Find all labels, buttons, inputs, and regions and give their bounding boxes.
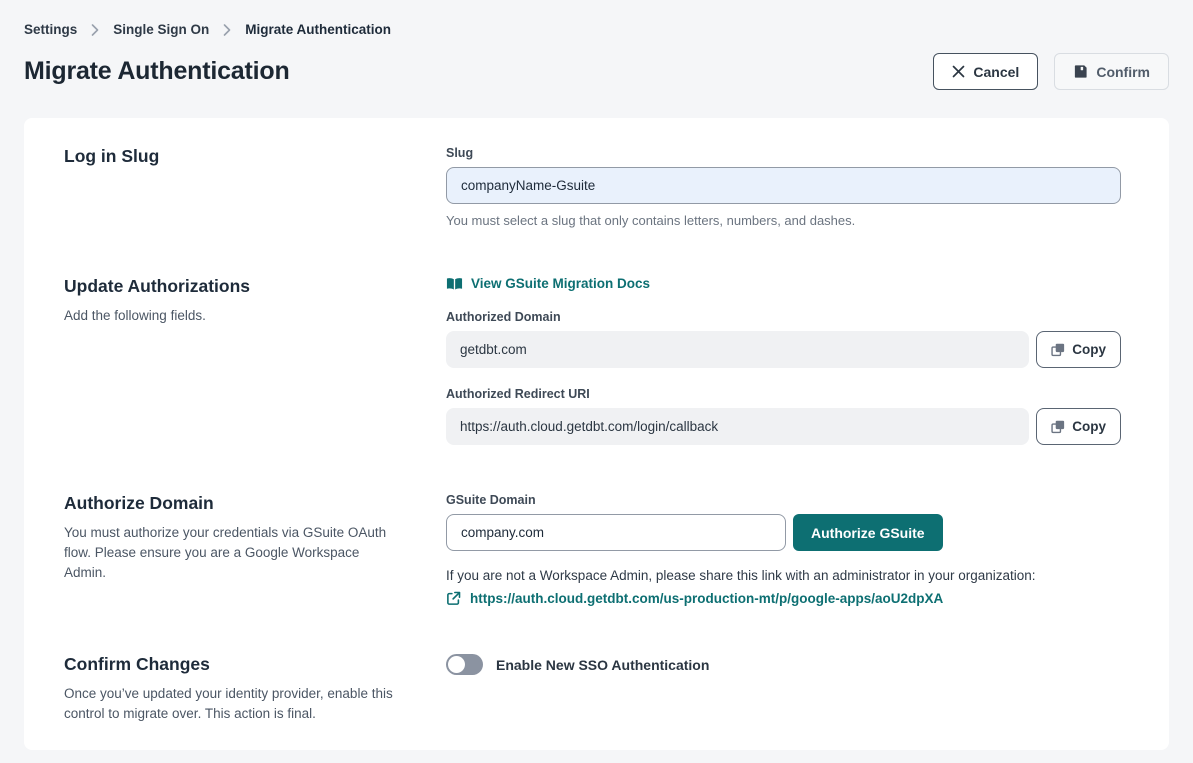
update-authorizations-description: Add the following fields. [64, 308, 206, 323]
gsuite-domain-label: GSuite Domain [446, 493, 536, 507]
close-icon [952, 65, 965, 78]
slug-help-text: You must select a slug that only contains letters, numbers, and dashes. [446, 213, 856, 228]
external-link-icon [446, 591, 461, 606]
docs-link-label: View GSuite Migration Docs [471, 276, 651, 291]
copy-authorized-domain-button[interactable] [1036, 331, 1121, 368]
workspace-admin-note: If you are not a Workspace Admin, please share this link with an administrator in your organization: [446, 568, 1036, 583]
confirm-button[interactable] [1054, 53, 1169, 90]
authorized-domain-label: Authorized Domain [446, 310, 561, 324]
section-authorize-domain [64, 493, 1121, 606]
confirm-button-label: Confirm [1096, 63, 1150, 80]
page-title: Migrate Authentication [24, 57, 290, 85]
breadcrumb [24, 22, 1169, 37]
page-header [0, 0, 1193, 90]
title-row [24, 53, 1169, 90]
authorize-domain-description: You must authorize your credentials via GSuite OAuth flow. Please ensure you are a Google Workspace Admin. [64, 525, 387, 580]
breadcrumb-single-sign-on[interactable]: Single Sign On [113, 22, 210, 37]
authorized-domain-field [446, 331, 1029, 368]
save-icon [1073, 64, 1088, 79]
cancel-button[interactable] [933, 53, 1038, 90]
copy-icon [1051, 420, 1065, 434]
authorized-redirect-uri-label: Authorized Redirect URI [446, 387, 590, 401]
section-update-authorizations [64, 276, 1121, 445]
update-authorizations-heading: Update Authorizations [64, 276, 251, 296]
authorize-domain-heading: Authorize Domain [64, 493, 214, 513]
login-slug-heading: Log in Slug [64, 146, 160, 166]
open-book-icon [446, 277, 463, 291]
chevron-right-icon [223, 24, 231, 36]
enable-sso-toggle[interactable] [446, 654, 483, 675]
slug-label: Slug [446, 146, 474, 160]
copy-button-label: Copy [1072, 342, 1106, 357]
breadcrumb-settings[interactable]: Settings [24, 22, 78, 37]
header-actions [933, 53, 1169, 90]
breadcrumb-migrate-authentication: Migrate Authentication [245, 22, 392, 37]
slug-input[interactable] [446, 167, 1121, 204]
section-confirm-changes [64, 654, 1121, 724]
enable-sso-toggle-label: Enable New SSO Authentication [496, 656, 710, 673]
authorized-redirect-uri-field [446, 408, 1029, 445]
chevron-right-icon [91, 24, 99, 36]
toggle-knob [448, 656, 465, 673]
copy-redirect-uri-button[interactable] [1036, 408, 1121, 445]
copy-icon [1051, 343, 1065, 357]
admin-share-link[interactable]: https://auth.cloud.getdbt.com/us-production-mt/p/google-apps/aoU2dpXA [470, 591, 944, 606]
settings-card [24, 118, 1169, 750]
gsuite-migration-docs-link[interactable] [446, 276, 650, 291]
cancel-button-label: Cancel [973, 63, 1020, 80]
confirm-changes-description: Once you’ve updated your identity provider, enable this control to migrate over. This action is final. [64, 686, 393, 721]
authorize-gsuite-button[interactable]: Authorize GSuite [793, 514, 943, 551]
copy-button-label: Copy [1072, 419, 1106, 434]
section-login-slug [64, 146, 1121, 228]
gsuite-domain-input[interactable] [446, 514, 786, 551]
confirm-changes-heading: Confirm Changes [64, 654, 210, 674]
